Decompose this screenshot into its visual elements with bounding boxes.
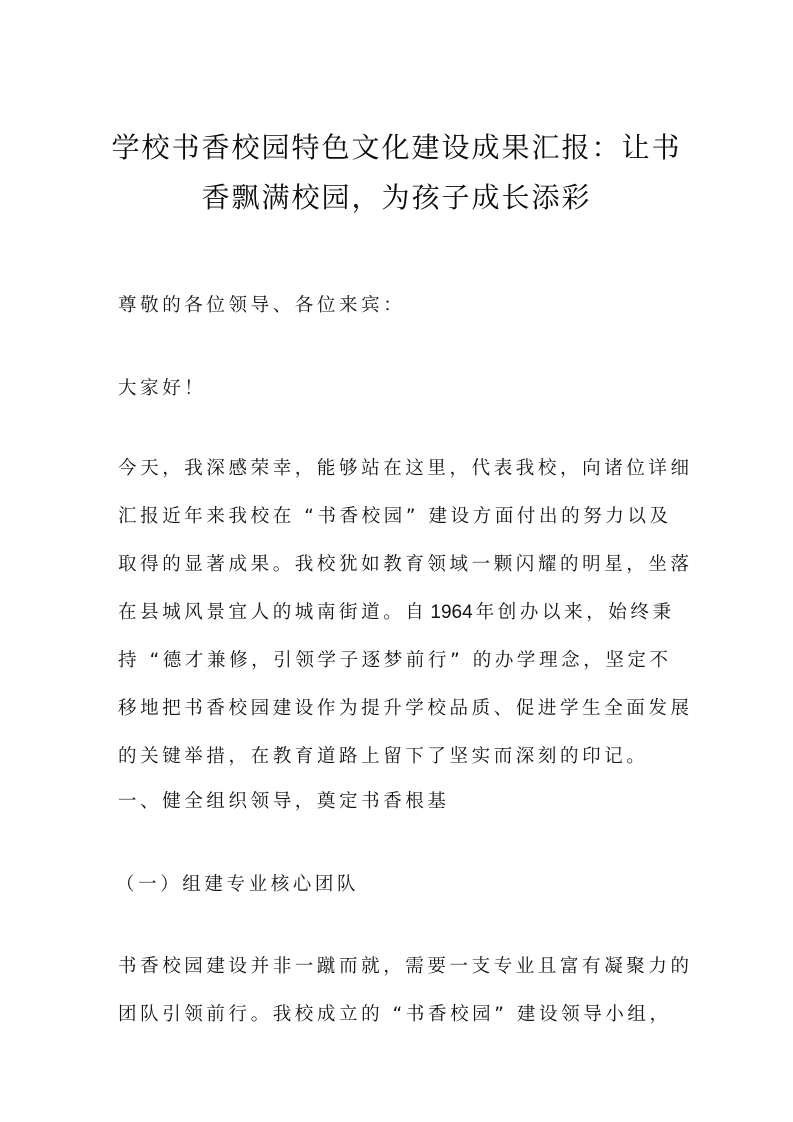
greeting: 大家好！	[118, 378, 207, 399]
paragraph-line: 今天，我深感荣幸，能够站在这里，代表我校，向诸位详细	[118, 458, 693, 479]
paragraph-line: 取得的显著成果。我校犹如教育领域一颗闪耀的明星，坐落	[118, 554, 693, 575]
year-number: 1964	[430, 602, 473, 623]
paragraph-line	[118, 602, 675, 624]
subsection-heading: （一）组建专业核心团队	[116, 874, 360, 895]
paragraph-line: 汇报近年来我校在 “书香校园” 建设方面付出的努力以及	[118, 506, 672, 527]
paragraph-line: 的关键举措，在教育道路上留下了坚实而深刻的印记。	[118, 746, 649, 767]
paragraph-line: 移地把书香校园建设作为提升学校品质、促进学生全面发展	[118, 698, 693, 719]
paragraph-line: 书香校园建设并非一蹴而就，需要一支专业且富有凝聚力的	[118, 956, 693, 977]
paragraph-text: 在县城风景宜人的城南街道。自	[118, 602, 428, 623]
paragraph-line: 持 “德才兼修，引领学子逐梦前行” 的办学理念，坚定不	[118, 650, 672, 671]
document-title-line-1: 学校书香校园特色文化建设成果汇报：让书	[111, 131, 682, 164]
document-title-line-2: 香飘满校园，为孩子成长添彩	[201, 181, 592, 214]
paragraph-text: 年创办以来，始终秉	[475, 602, 675, 623]
paragraph-line: 团队引领前行。我校成立的 “书香校园” 建设领导小组，	[118, 1004, 672, 1025]
section-heading: 一、健全组织领导，奠定书香根基	[118, 791, 450, 812]
salutation: 尊敬的各位领导、各位来宾：	[118, 295, 406, 316]
